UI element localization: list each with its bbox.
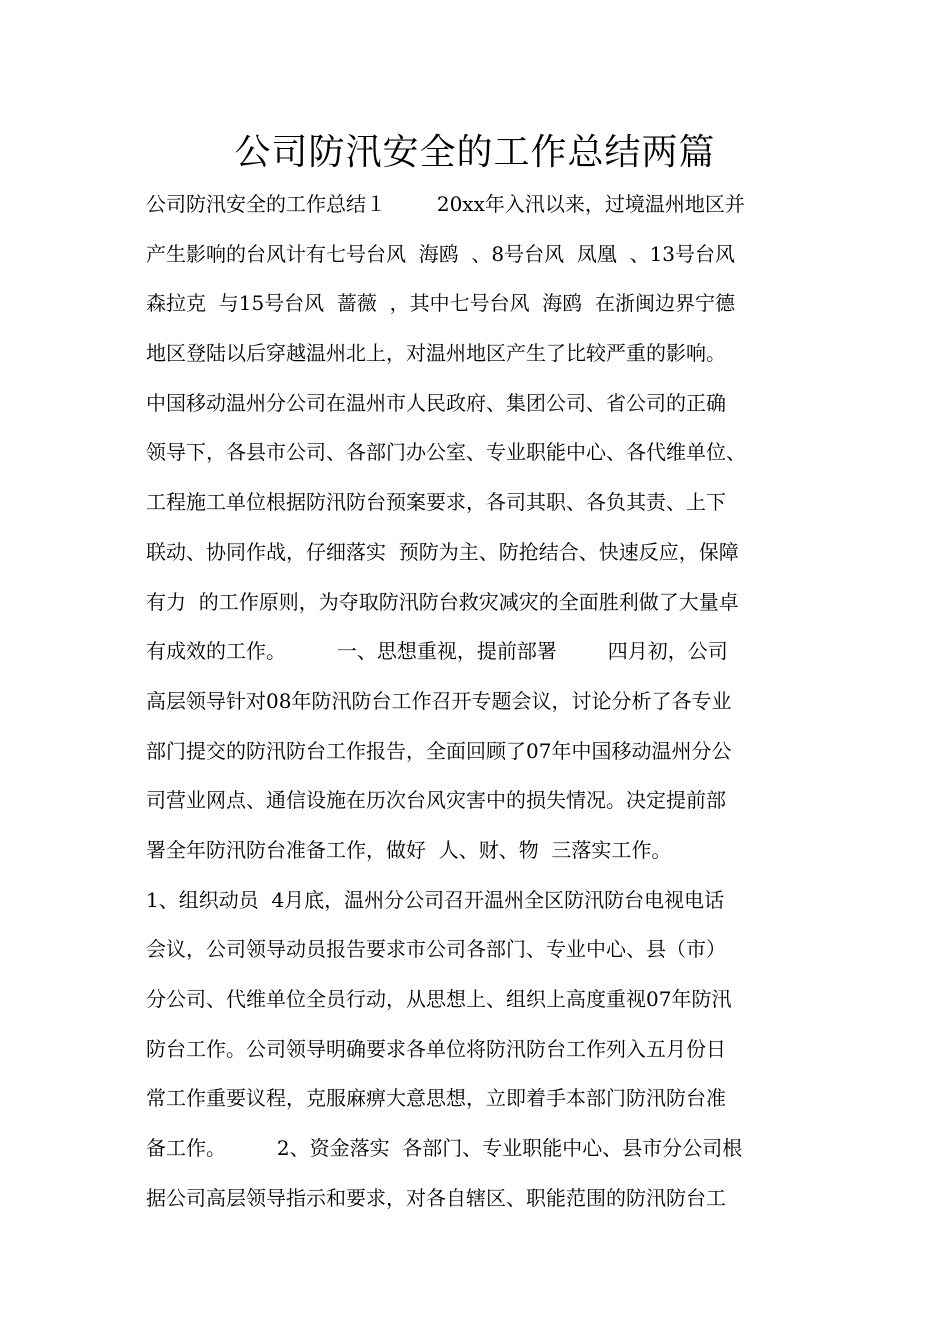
body-line: 防台工作。公司领导明确要求各单位将防汛防台工作列入五月份日 (146, 1036, 726, 1061)
body-line: 森拉克 与15号台风 蔷薇 ，其中七号台风 海鸥 在浙闽边界宁德 (146, 291, 736, 316)
body-line: 产生影响的台风计有七号台风 海鸥 、8号台风 凤凰 、13号台风 (146, 241, 736, 266)
body-line: 常工作重要议程，克服麻痹大意思想，立即着手本部门防汛防台准 (146, 1086, 726, 1111)
body-line: 联动、协同作战，仔细落实 预防为主、防抢结合、快速反应，保障 (146, 539, 739, 564)
body-line: 据公司高层领导指示和要求，对各自辖区、职能范围的防汛防台工 (146, 1185, 726, 1210)
body-line: 备工作。 2、资金落实 各部门、专业职能中心、县市分公司根 (146, 1136, 743, 1161)
document-body (146, 180, 826, 1223)
document-title: 公司防汛安全的工作总结两篇 (234, 132, 716, 173)
body-line: 有成效的工作。 一、思想重视，提前部署 四月初，公司 (146, 639, 728, 664)
body-line: 会议，公司领导动员报告要求市公司各部门、专业中心、县（市） (146, 937, 726, 962)
body-line: 署全年防汛防台准备工作，做好 人、财、物 三落实工作。 (146, 837, 672, 862)
body-line: 有力 的工作原则，为夺取防汛防台救灾减灾的全面胜利做了大量卓 (146, 589, 739, 614)
body-line: 工程施工单位根据防汛防台预案要求，各司其职、各负其责、上下 (146, 490, 726, 515)
body-line: 领导下，各县市公司、各部门办公室、专业职能中心、各代维单位、 (146, 440, 746, 465)
body-line: 地区登陆以后穿越温州北上，对温州地区产生了比较严重的影响。 (146, 341, 726, 366)
body-line: 司营业网点、通信设施在历次台风灾害中的损失情况。决定提前部 (146, 788, 726, 813)
body-line: 部门提交的防汛防台工作报告，全面回顾了07年中国移动温州分公 (146, 738, 732, 763)
body-line: 中国移动温州分公司在温州市人民政府、集团公司、省公司的正确 (146, 390, 726, 415)
body-line: 1、组织动员 4月底，温州分公司召开温州全区防汛防台电视电话 (146, 887, 725, 912)
body-line: 公司防汛安全的工作总结１ 20xx年入汛以来，过境温州地区并 (146, 192, 745, 216)
body-line: 分公司、代维单位全员行动，从思想上、组织上高度重视07年防汛 (146, 987, 732, 1011)
body-line: 高层领导针对08年防汛防台工作召开专题会议，讨论分析了各专业 (146, 688, 732, 713)
